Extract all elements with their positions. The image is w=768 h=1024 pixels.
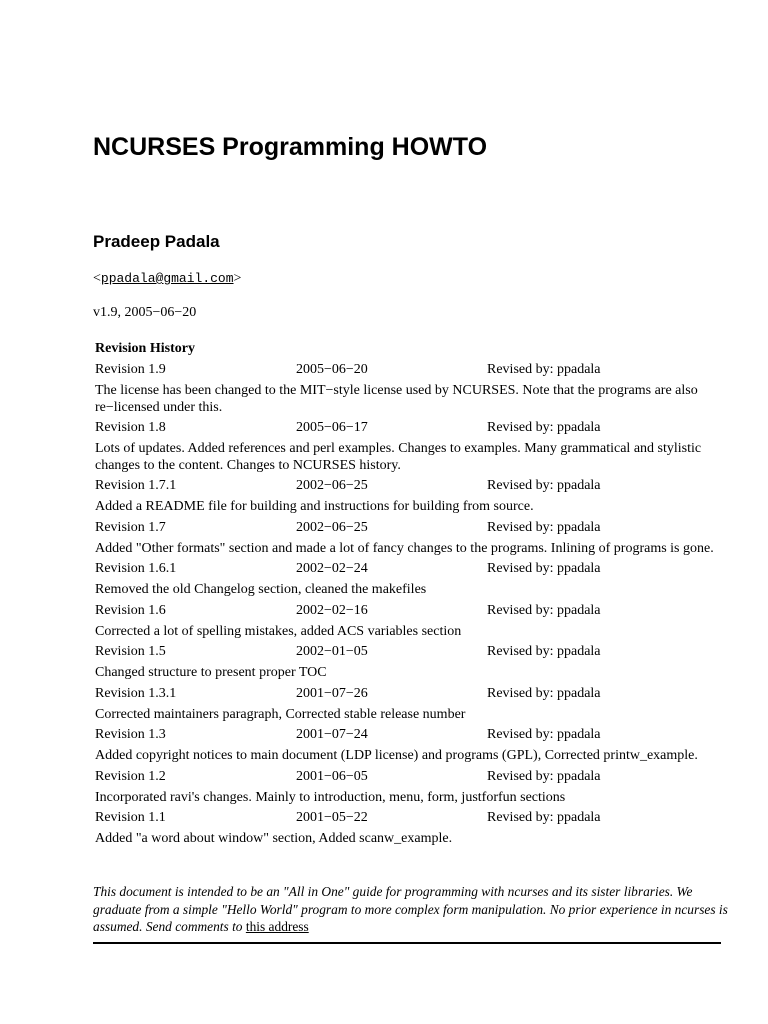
revision-number: Revision 1.8 [95, 420, 166, 435]
author-email-line [93, 270, 241, 288]
revision-date: 2001−06−05 [296, 768, 368, 784]
revision-author: Revised by: ppadala [487, 685, 601, 701]
revision-author: Revised by: ppadala [487, 420, 601, 435]
email-close-bracket: > [233, 271, 242, 286]
revision-date: 2005−06−20 [296, 362, 368, 377]
abstract-text: This document is intended to be an "All in One" guide for programming with ncurses and its sister libraries. We graduate from a simple "Hello World" program to more complex form manipulation. No prior experience in ncurses is assumed. Send comments to [93, 884, 728, 934]
revision-number: Revision 1.2 [95, 768, 166, 784]
revision-description: Added "Other formats" section and made a lot of fancy changes to the programs. Inlining of programs is gone. [95, 540, 714, 556]
revision-description: Removed the old Changelog section, cleaned the makefiles [95, 582, 427, 597]
revision-row [95, 808, 720, 829]
revision-row [95, 767, 720, 788]
revision-row [95, 418, 720, 439]
revision-history-heading: Revision History [95, 341, 195, 356]
revision-author: Revised by: ppadala [487, 727, 601, 742]
revision-description: Added copyright notices to main document (LDP license) and programs (GPL), Corrected printw_example. [95, 748, 698, 763]
revision-number: Revision 1.9 [95, 362, 166, 377]
revision-row [95, 559, 720, 580]
revision-description: Added a README file for building and instructions for building from source. [95, 499, 534, 514]
revision-number: Revision 1.6 [95, 602, 166, 618]
author-email-link[interactable]: ppadala@gmail.com [100, 271, 234, 286]
revision-row [95, 642, 720, 663]
revision-author: Revised by: ppadala [487, 478, 601, 493]
revision-date: 2002−06−25 [296, 478, 368, 493]
revision-row [95, 601, 720, 622]
revision-date: 2002−02−16 [296, 602, 368, 618]
revision-description: Corrected maintainers paragraph, Corrected stable release number [95, 706, 466, 722]
comments-address-link[interactable]: this address [245, 919, 309, 934]
revision-row [95, 684, 720, 705]
revision-row [95, 360, 720, 381]
revision-author: Revised by: ppadala [487, 768, 601, 784]
revision-description: The license has been changed to the MIT−style license used by NCURSES. Note that the programs are also re−licensed under this. [95, 383, 698, 415]
horizontal-rule [93, 942, 721, 944]
revision-history [95, 340, 720, 850]
revision-number: Revision 1.7 [95, 519, 166, 535]
revision-author: Revised by: ppadala [487, 644, 601, 659]
document-abstract [93, 883, 733, 936]
revision-number: Revision 1.7.1 [95, 478, 177, 493]
revision-number: Revision 1.1 [95, 810, 166, 825]
revision-author: Revised by: ppadala [487, 561, 601, 576]
revision-date: 2002−01−05 [296, 644, 368, 659]
revision-date: 2001−05−22 [296, 810, 368, 825]
revision-row [95, 476, 720, 497]
revision-number: Revision 1.3 [95, 727, 166, 742]
revision-description: Corrected a lot of spelling mistakes, added ACS variables section [95, 623, 462, 639]
revision-date: 2001−07−24 [296, 727, 368, 742]
revision-date: 2002−06−25 [296, 519, 368, 535]
author-name: Pradeep Padala [93, 232, 220, 251]
revision-row [95, 725, 720, 746]
revision-date: 2005−06−17 [296, 420, 368, 435]
document-version: v1.9, 2005−06−20 [93, 305, 197, 320]
revision-date: 2001−07−26 [296, 685, 368, 701]
email-open-bracket: < [93, 271, 101, 286]
revision-description: Incorporated ravi's changes. Mainly to introduction, menu, form, justforfun sections [95, 789, 566, 805]
revision-number: Revision 1.6.1 [95, 561, 177, 576]
revision-description: Added "a word about window" section, Added scanw_example. [95, 831, 453, 846]
document-title: NCURSES Programming HOWTO [93, 133, 488, 161]
revision-author: Revised by: ppadala [487, 519, 601, 535]
revision-number: Revision 1.5 [95, 644, 166, 659]
revision-date: 2002−02−24 [296, 561, 368, 576]
revision-number: Revision 1.3.1 [95, 685, 177, 701]
revision-description: Changed structure to present proper TOC [95, 665, 327, 680]
revision-list [95, 360, 720, 850]
revision-row [95, 518, 720, 539]
revision-author: Revised by: ppadala [487, 362, 601, 377]
revision-author: Revised by: ppadala [487, 602, 601, 618]
revision-description: Lots of updates. Added references and perl examples. Changes to examples. Many grammatical and stylistic changes to the content. Changes to NCURSES history. [95, 441, 702, 473]
revision-author: Revised by: ppadala [487, 810, 601, 825]
